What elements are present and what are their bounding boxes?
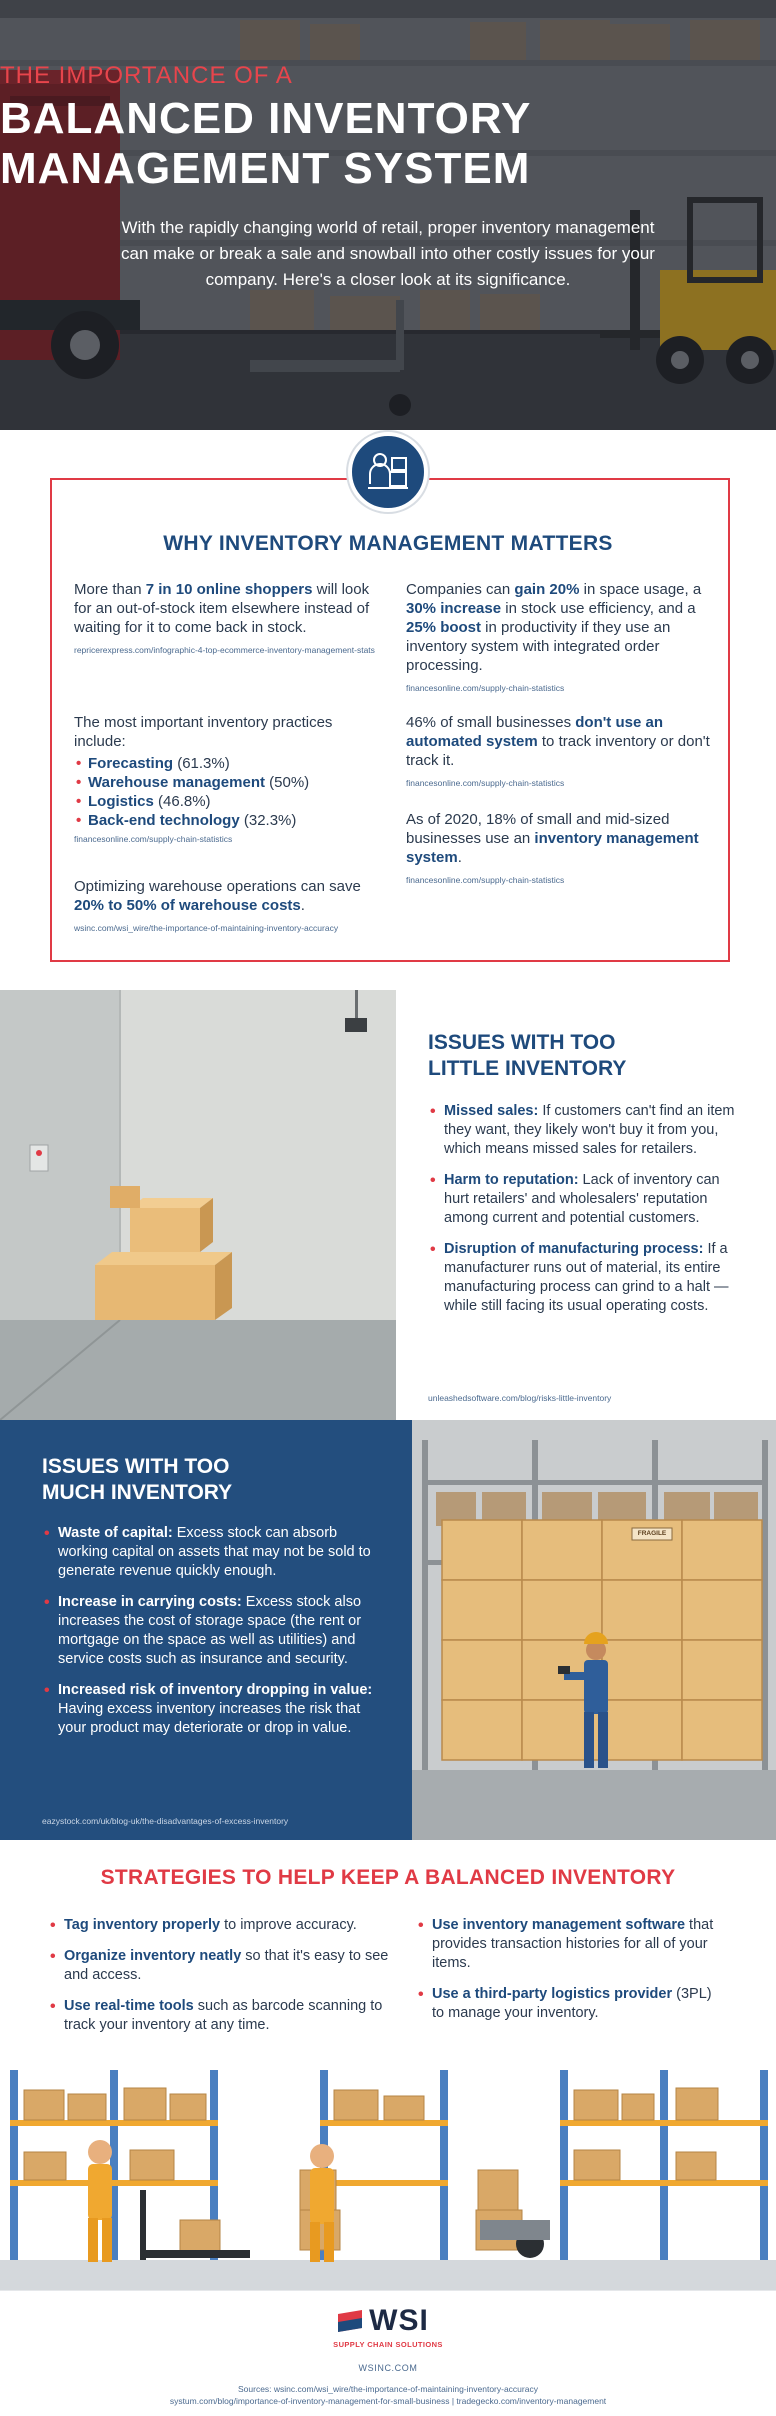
- list-item: [428, 1171, 748, 1228]
- practice-name: Warehouse management: [88, 774, 265, 791]
- list-item: [428, 1240, 748, 1316]
- footer: [0, 2290, 776, 2416]
- title-line-1: ISSUES WITH TOO: [42, 1455, 230, 1478]
- title-line-2: LITTLE INVENTORY: [428, 1057, 627, 1080]
- stat-text: The most important inventory practices include:: [74, 714, 333, 750]
- stat-ims-adoption: [406, 810, 716, 886]
- stat-small-businesses: [406, 713, 716, 789]
- stat-text: .: [457, 849, 462, 866]
- stat-highlight: gain 20%: [514, 581, 580, 598]
- stat-highlight: 25% boost: [406, 619, 482, 636]
- strategy-text: (3PL) to manage your inventory.: [432, 1986, 712, 2021]
- title-line-1: ISSUES WITH TOO: [428, 1031, 616, 1054]
- stat-text: .: [300, 897, 305, 914]
- too-much-list: [42, 1524, 382, 1750]
- list-item: [416, 1916, 716, 1973]
- too-much-source: eazystock.com/uk/blog-uk/the-disadvantages-of-excess-inventory: [42, 1816, 289, 1826]
- too-little-title: [428, 1030, 758, 1082]
- list-item: [48, 1947, 408, 1985]
- practice-value: (46.8%): [153, 793, 211, 810]
- practice-name: Logistics: [88, 793, 154, 810]
- stat-highlight: 7 in 10 online shoppers: [145, 581, 313, 598]
- practice-value: (50%): [265, 774, 310, 791]
- stat-source: financesonline.com/supply-chain-statistics: [406, 778, 565, 788]
- list-item: [42, 1524, 382, 1581]
- strategy-heading: Use inventory management software: [432, 1917, 686, 1933]
- strategy-text: such as barcode scanning to track your inventory at any time.: [64, 1998, 383, 2033]
- stat-highlight: 30% increase: [406, 600, 502, 617]
- empty-room-illustration: [0, 990, 396, 1420]
- list-item: [48, 1997, 408, 2035]
- stat-text: in productivity if they use an inventory system with integrated order processing.: [406, 619, 671, 674]
- wsi-logo-tagline: SUPPLY CHAIN SOLUTIONS: [333, 2340, 443, 2349]
- list-item: [74, 811, 384, 830]
- stat-text: Companies can: [406, 581, 515, 598]
- item-heading: Waste of capital:: [58, 1525, 173, 1541]
- item-text: Lack of inventory can hurt retailers' and wholesalers' reputation among current and potential customers.: [444, 1172, 720, 1226]
- list-item: [74, 792, 384, 811]
- strategy-heading: Tag inventory properly: [64, 1917, 221, 1933]
- stat-source: financesonline.com/supply-chain-statistics: [406, 683, 565, 693]
- list-item: [416, 1985, 716, 2023]
- too-little-source: unleashedsoftware.com/blog/risks-little-inventory: [428, 1393, 612, 1403]
- stat-text: will look for an out-of-stock item elsewhere instead of waiting for it to come back in stock.: [74, 581, 370, 636]
- item-heading: Missed sales:: [444, 1103, 539, 1119]
- sources-line-2: systum.com/blog/importance-of-inventory-management-for-small-business | tradegecko.com/inventory-management: [169, 2396, 607, 2406]
- sources-line-1: Sources: wsinc.com/wsi_wire/the-importance-of-maintaining-inventory-accuracy: [238, 2384, 538, 2394]
- inventory-worker-icon: [348, 432, 428, 512]
- hero-intro: With the rapidly changing world of retail, proper inventory management can make or break a sale and snowball into other costly issues for your company. Here's a closer look at its significance.: [121, 218, 655, 289]
- stat-online-shoppers: [74, 580, 384, 656]
- stat-text: in stock use efficiency, and a: [501, 600, 696, 617]
- too-much-title: [42, 1454, 382, 1506]
- stat-highlight: 20% to 50% of warehouse costs: [74, 897, 301, 914]
- stat-source: wsinc.com/wsi_wire/the-importance-of-maintaining-inventory-accuracy: [74, 923, 339, 933]
- too-little-list: [428, 1102, 748, 1328]
- practice-value: (32.3%): [239, 812, 297, 829]
- too-little-section: [0, 990, 776, 1420]
- strategies-left-list: [48, 1916, 408, 2047]
- stat-highlight: don't use an automated system: [406, 714, 663, 750]
- strategies-title: STRATEGIES TO HELP KEEP A BALANCED INVENTORY: [100, 1866, 676, 1889]
- practice-name: Back-end technology: [88, 812, 240, 829]
- practices-list: [74, 754, 384, 830]
- item-text: Excess stock also increases the cost of storage space (the rent or mortgage on the space as well as utilities) and service costs such as insurance and security.: [58, 1594, 362, 1667]
- hero-kicker: THE IMPORTANCE OF A: [0, 62, 293, 89]
- why-section-title: WHY INVENTORY MANAGEMENT MATTERS: [163, 532, 613, 555]
- stat-text: to track inventory or don't track it.: [406, 733, 710, 769]
- title-line-2: MUCH INVENTORY: [42, 1481, 233, 1504]
- footer-divider: [0, 2290, 776, 2291]
- item-heading: Increase in carrying costs:: [58, 1594, 242, 1610]
- stat-source: repricerexpress.com/infographic-4-top-ecommerce-inventory-management-stats: [74, 645, 375, 655]
- hero-title: [0, 94, 776, 194]
- item-heading: Harm to reputation:: [444, 1172, 579, 1188]
- list-item: [74, 754, 384, 773]
- strategy-text: so that it's easy to see and access.: [64, 1948, 389, 1983]
- stacked-boxes-illustration: [412, 1420, 776, 1840]
- stat-text: More than: [74, 581, 146, 598]
- strategies-right-list: [416, 1916, 716, 2035]
- list-item: [42, 1681, 382, 1738]
- stat-space-usage: [406, 580, 716, 694]
- item-text: Excess stock can absorb working capital on assets that may not be sold to generate revenue quickly enough.: [58, 1525, 371, 1579]
- item-heading: Disruption of manufacturing process:: [444, 1241, 704, 1257]
- sources-list: [0, 2383, 776, 2407]
- too-much-text-panel: [0, 1420, 412, 1840]
- strategy-heading: Organize inventory neatly: [64, 1948, 242, 1964]
- hero-banner: [0, 0, 776, 430]
- hero-title-line-1: BALANCED INVENTORY: [0, 94, 532, 143]
- hero-title-line-2: MANAGEMENT SYSTEM: [0, 144, 531, 193]
- wsi-logo: WSI: [369, 2304, 429, 2337]
- strategy-heading: Use real-time tools: [64, 1998, 194, 2014]
- too-little-text-panel: [396, 990, 776, 1420]
- stat-source: financesonline.com/supply-chain-statistics: [74, 834, 233, 844]
- stat-warehouse-savings: [74, 877, 384, 934]
- strategy-text: that provides transaction histories for all of your items.: [432, 1917, 714, 1971]
- list-item: [48, 1916, 408, 1935]
- practice-value: (61.3%): [173, 755, 230, 772]
- item-text: If a manufacturer runs out of material, its entire manufacturing process can grind to a halt — while still facing its usual operating costs.: [444, 1241, 729, 1314]
- too-much-section: [0, 1420, 776, 1840]
- strategy-heading: Use a third-party logistics provider: [432, 1986, 673, 2002]
- item-text: If customers can't find an item they want, they likely won't buy it from you, which means missed sales for retailers.: [444, 1103, 735, 1157]
- stat-text: As of 2020, 18% of small and mid-sized businesses use an: [406, 811, 670, 847]
- item-text: Having excess inventory increases the risk that your product may deteriorate or drop in value.: [58, 1701, 361, 1736]
- strategies-section: [0, 1840, 776, 2070]
- stat-text: in space usage, a: [579, 581, 702, 598]
- fragile-box-label: FRAGILE: [637, 1530, 667, 1537]
- warehouse-workers-illustration: [0, 2060, 776, 2290]
- list-item: [428, 1102, 748, 1159]
- list-item: [74, 773, 384, 792]
- stat-highlight: inventory management system: [406, 830, 699, 866]
- practice-name: Forecasting: [88, 755, 174, 772]
- stat-text: Optimizing warehouse operations can save: [74, 878, 361, 895]
- stat-source: financesonline.com/supply-chain-statistics: [406, 875, 565, 885]
- item-heading: Increased risk of inventory dropping in value:: [58, 1682, 373, 1698]
- list-item: [42, 1593, 382, 1669]
- stat-text: 46% of small businesses: [406, 714, 576, 731]
- website-link[interactable]: WSINC.COM: [358, 2363, 418, 2373]
- stat-inventory-practices: [74, 713, 384, 845]
- strategy-text: to improve accuracy.: [220, 1917, 357, 1933]
